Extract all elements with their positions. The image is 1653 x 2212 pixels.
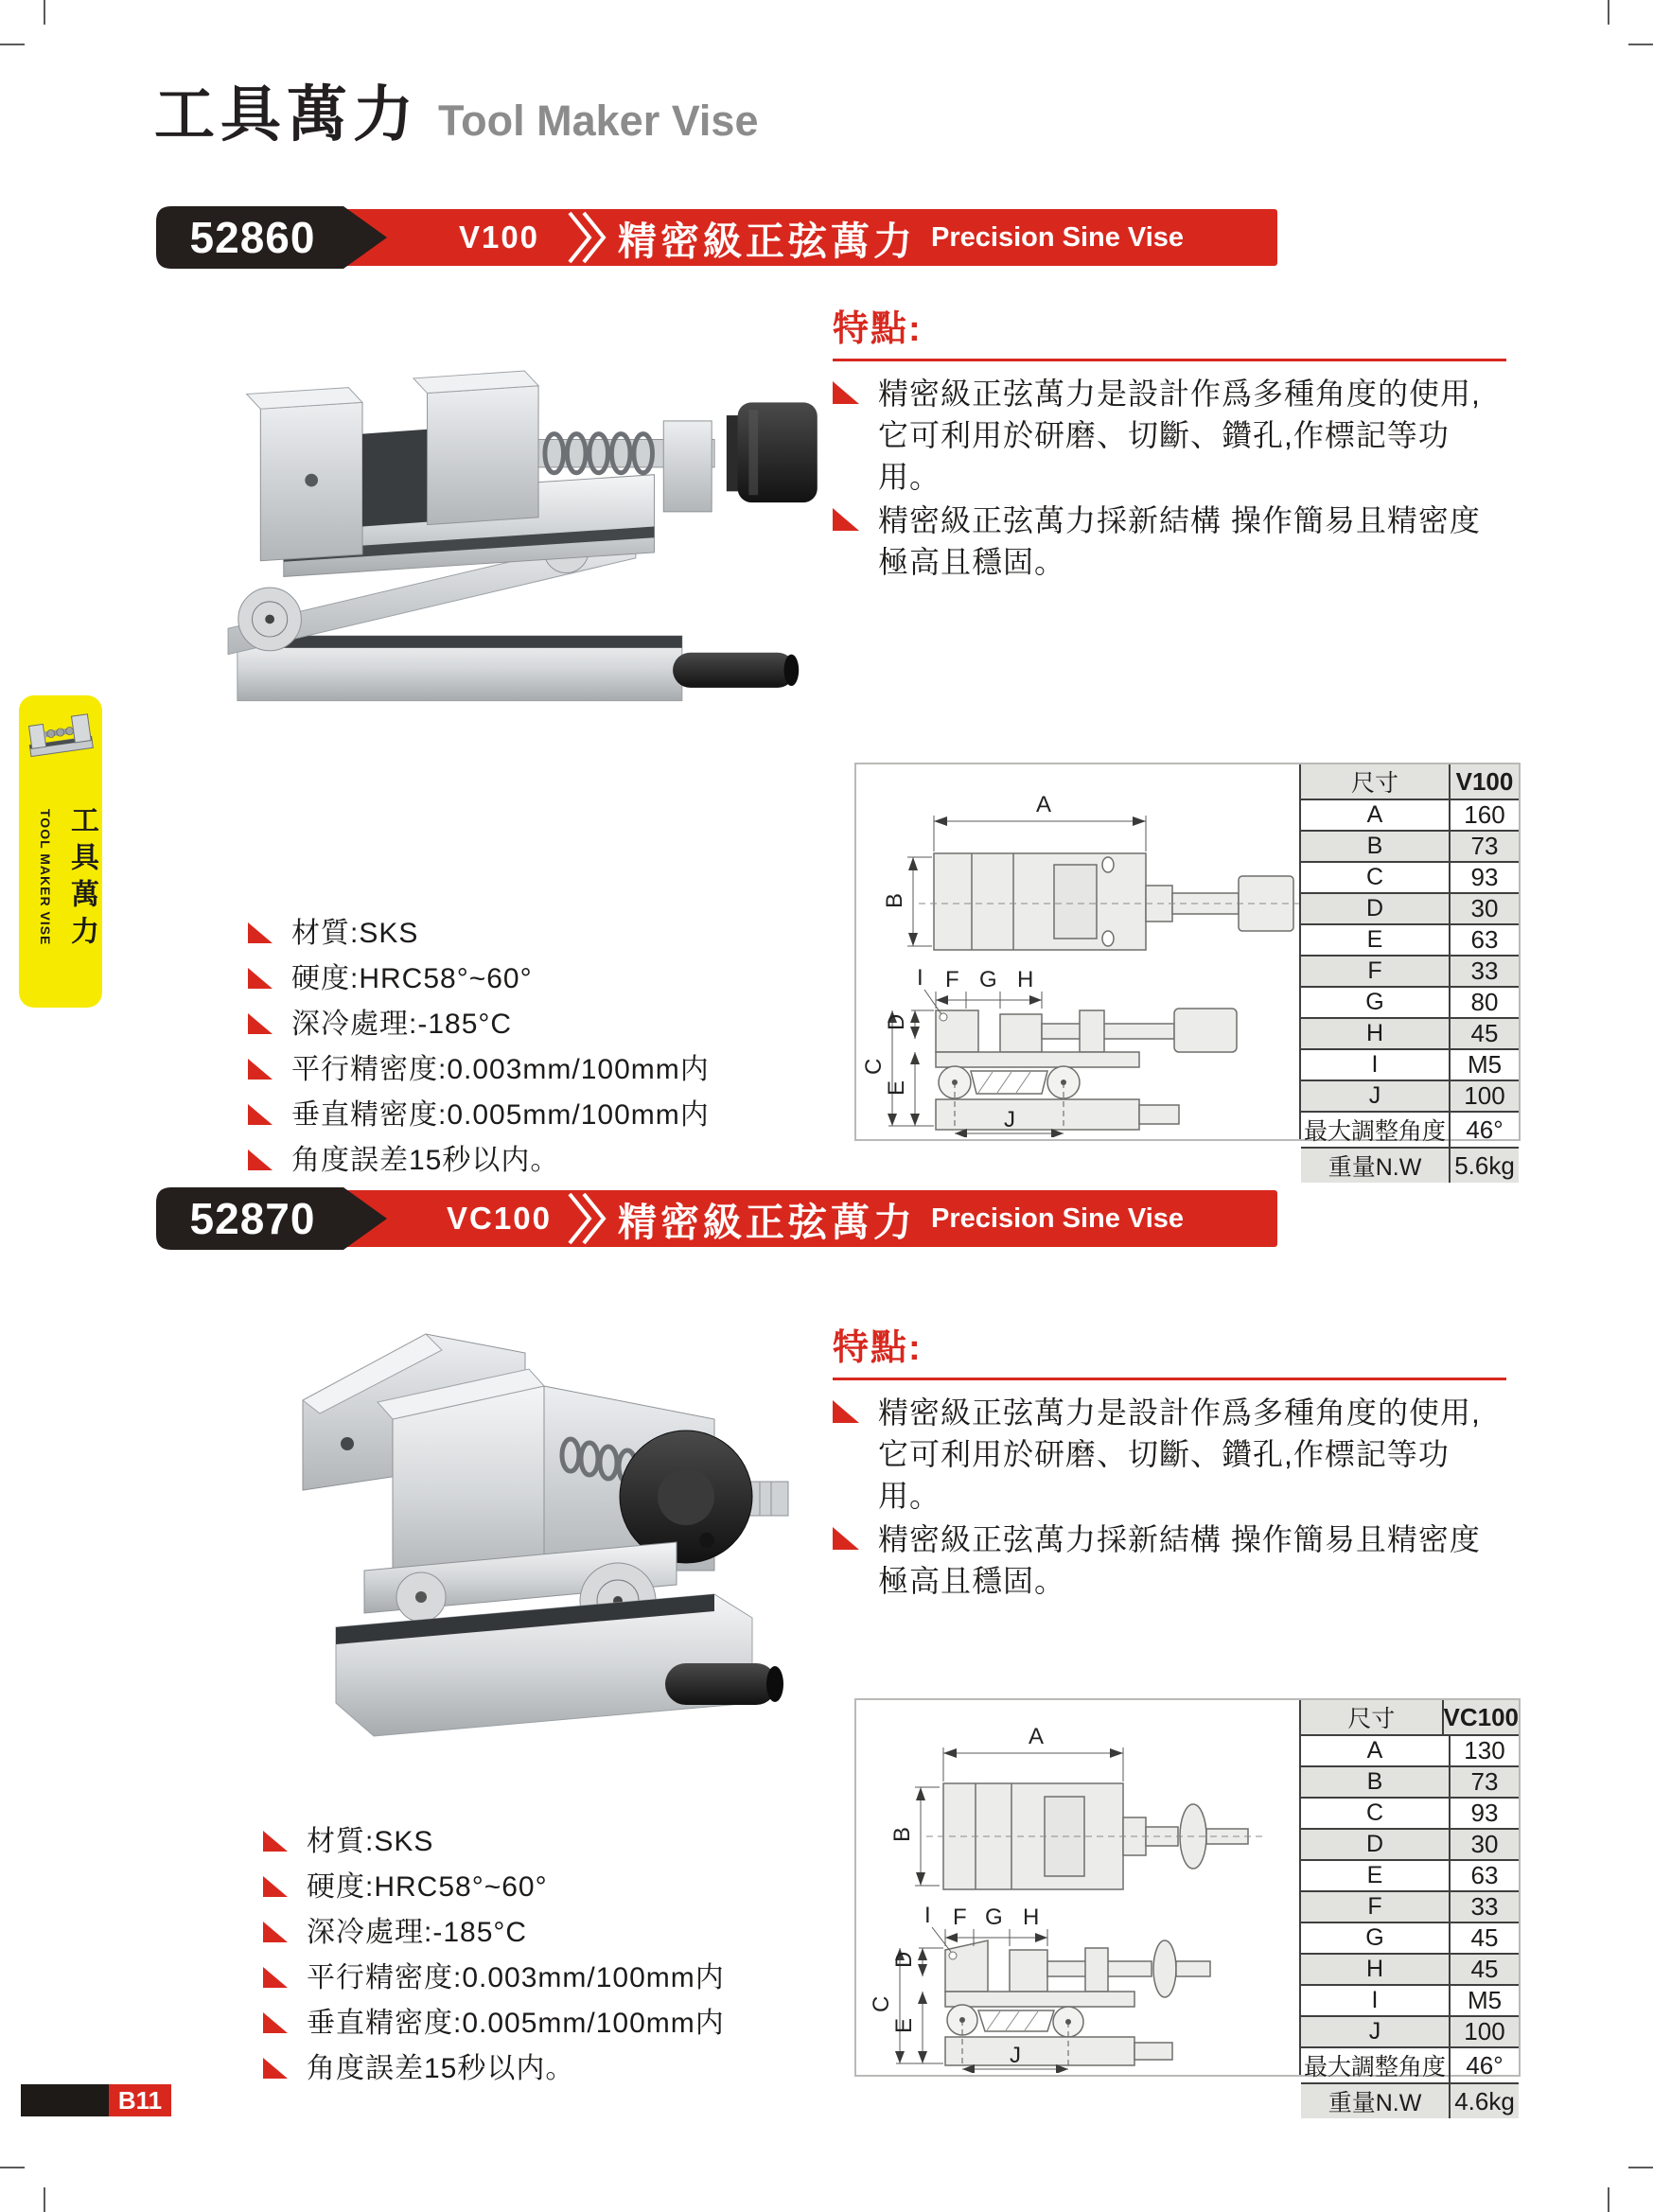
product-model: VC100 <box>447 1201 552 1236</box>
spec-text: 平行精密度:0.003mm/100mm内 <box>307 1962 725 1993</box>
table-cell-label: H <box>1301 1019 1451 1048</box>
svg-text:E: E <box>891 2017 917 2033</box>
table-cell-value: 93 <box>1470 1799 1499 1827</box>
product-code: 52860 <box>189 213 316 262</box>
table-row <box>1301 1048 1519 1080</box>
table-cell-value: 93 <box>1470 863 1499 891</box>
table-cell-value: 45 <box>1470 1923 1499 1952</box>
table-cell-label: J <box>1301 2017 1451 2046</box>
spec-item <box>263 1870 869 1905</box>
features-section <box>833 1318 1506 1604</box>
svg-text:H: H <box>1017 967 1034 992</box>
table-cell-value: 30 <box>1470 894 1499 922</box>
vise-body <box>247 371 655 576</box>
table-cell-value: 63 <box>1470 1861 1499 1889</box>
table-cell-value: 5.6kg <box>1454 1150 1515 1180</box>
crop-mark <box>1608 0 1609 25</box>
table-row <box>1301 923 1519 955</box>
table-header-model: VC100 <box>1443 1702 1519 1731</box>
table-row <box>1301 1859 1519 1890</box>
svg-text:A: A <box>1029 1724 1045 1749</box>
product-names <box>618 206 1184 269</box>
svg-text:G: G <box>979 967 997 992</box>
svg-text:I: I <box>924 1903 931 1928</box>
product-names <box>618 1187 1184 1250</box>
spec-item <box>263 2006 869 2042</box>
triangle-bullet-icon <box>833 381 859 404</box>
feature-item <box>833 1519 1506 1602</box>
table-header-row <box>1301 1700 1519 1734</box>
crop-mark <box>0 2167 25 2168</box>
table-cell-value: M5 <box>1467 1050 1503 1079</box>
crop-mark <box>1628 44 1653 45</box>
dimension-panel-vc100 <box>854 1698 1521 2116</box>
feature-text: 精密級正弦萬力採新結構 操作簡易且精密度極高且穩固。 <box>878 503 1481 579</box>
table-row <box>1301 1080 1519 1111</box>
crop-mark <box>44 2187 45 2212</box>
technical-drawing <box>860 1702 1301 2073</box>
table-row <box>1301 1147 1519 1183</box>
triangle-bullet-icon <box>263 1922 288 1942</box>
spec-item <box>263 1915 869 1951</box>
table-row <box>1301 799 1519 830</box>
table-cell-value: 130 <box>1464 1736 1505 1764</box>
table-cell-value: 73 <box>1470 832 1499 860</box>
spec-item <box>263 2051 869 2087</box>
table-header-row <box>1301 764 1519 799</box>
crop-mark <box>0 44 25 45</box>
feature-text: 精密級正弦萬力是設計作爲多種角度的使用,它可利用於研磨、切斷、鑽孔,作標記等功用。 <box>878 377 1481 494</box>
product-name-en: Precision Sine Vise <box>931 1203 1185 1234</box>
table-cell-label: E <box>1301 925 1451 955</box>
spec-text: 平行精密度:0.003mm/100mm内 <box>291 1054 710 1085</box>
table-row <box>1301 1922 1519 1953</box>
table-cell-value: 46° <box>1466 1115 1504 1144</box>
table-cell-value: 100 <box>1464 2017 1505 2045</box>
spec-text: 材質:SKS <box>291 918 419 949</box>
triangle-bullet-icon <box>833 1400 859 1423</box>
spec-text: 深冷處理:-185°C <box>291 1009 513 1040</box>
dimension-table-v100 <box>1299 764 1519 1181</box>
page-number-label: B11 <box>109 2084 171 2116</box>
table-header-dim: 尺寸 <box>1301 1700 1444 1734</box>
spec-item <box>248 961 853 997</box>
triangle-bullet-icon <box>248 922 273 943</box>
table-row <box>1301 1797 1519 1828</box>
features-rule <box>833 359 1506 361</box>
sidebar-label-en: TOOL MAKER VISE <box>38 809 53 946</box>
triangle-bullet-icon <box>263 1831 288 1852</box>
spec-text: 垂直精密度:0.005mm/100mm内 <box>291 1099 710 1131</box>
dimension-panel-v100 <box>854 763 1521 1181</box>
product-banner-52860 <box>156 206 1277 269</box>
spec-text: 硬度:HRC58°~60° <box>307 1871 548 1903</box>
table-row <box>1301 1765 1519 1797</box>
table-cell-label: I <box>1301 1050 1451 1080</box>
table-row <box>1301 955 1519 986</box>
table-row <box>1301 2015 1519 2046</box>
sidebar-tab-tool-maker-vise <box>19 695 102 1008</box>
table-cell-value: 33 <box>1470 957 1499 985</box>
svg-text:C: C <box>869 1995 894 2012</box>
features-section <box>833 299 1506 585</box>
table-cell-label: A <box>1301 1736 1451 1765</box>
spec-text: 垂直精密度:0.005mm/100mm内 <box>307 2008 725 2039</box>
features-rule <box>833 1378 1506 1380</box>
triangle-bullet-icon <box>248 968 273 989</box>
mini-vise-icon <box>23 702 97 765</box>
table-cell-label: 重量N.W <box>1301 2084 1451 2118</box>
feature-item <box>833 500 1506 583</box>
spec-text: 角度誤差15秒以内。 <box>291 1145 560 1176</box>
triangle-bullet-icon <box>248 1150 273 1170</box>
page-title-en: Tool Maker Vise <box>438 97 759 145</box>
features-heading: 特點: <box>833 1328 923 1368</box>
table-row <box>1301 2082 1519 2118</box>
table-row <box>1301 1111 1519 1147</box>
svg-text:I: I <box>917 965 923 991</box>
table-cell-label: 重量N.W <box>1301 1149 1451 1183</box>
chevron-separator-icon <box>567 212 607 263</box>
table-cell-label: 最大調整角度 <box>1301 2048 1451 2082</box>
triangle-bullet-icon <box>248 1104 273 1125</box>
table-cell-label: B <box>1301 1767 1451 1797</box>
table-cell-label: J <box>1301 1081 1451 1111</box>
table-cell-label: I <box>1301 1986 1451 2015</box>
svg-text:E: E <box>884 1080 909 1096</box>
svg-text:F: F <box>953 1905 967 1930</box>
spec-list <box>263 1824 869 2097</box>
product-banner-52870 <box>156 1187 1277 1250</box>
page-title <box>154 66 758 153</box>
dimension-table-vc100 <box>1299 1700 1519 2116</box>
spec-text: 材質:SKS <box>307 1826 434 1857</box>
triangle-bullet-icon <box>263 2012 288 2033</box>
table-row <box>1301 986 1519 1017</box>
triangle-bullet-icon <box>833 1527 859 1550</box>
table-cell-value: 30 <box>1470 1830 1499 1858</box>
features-list <box>833 373 1506 583</box>
table-cell-value: 45 <box>1470 1955 1499 1983</box>
triangle-bullet-icon <box>833 508 859 531</box>
product-name-zh: 精密級正弦萬力 <box>618 219 916 263</box>
technical-drawing <box>860 766 1301 1137</box>
svg-text:D: D <box>891 1951 917 1968</box>
svg-text:G: G <box>985 1905 1003 1930</box>
table-row <box>1301 1734 1519 1765</box>
table-cell-value: 45 <box>1470 1019 1499 1047</box>
vise-base <box>336 1594 783 1736</box>
table-row <box>1301 892 1519 923</box>
spec-item <box>248 1143 853 1179</box>
triangle-bullet-icon <box>263 1967 288 1988</box>
table-cell-label: D <box>1301 894 1451 923</box>
svg-text:J: J <box>1004 1107 1015 1132</box>
table-cell-label: C <box>1301 1799 1451 1828</box>
table-cell-value: 63 <box>1470 925 1499 954</box>
crop-mark <box>44 0 45 25</box>
table-cell-value: 4.6kg <box>1454 2086 1515 2115</box>
table-cell-value: 33 <box>1470 1892 1499 1921</box>
svg-text:B: B <box>889 1826 915 1842</box>
sidebar-label-zh: 工具萬力 <box>66 805 97 953</box>
product-name-zh: 精密級正弦萬力 <box>618 1200 916 1244</box>
table-cell-value: 160 <box>1464 800 1505 829</box>
spec-text: 硬度:HRC58°~60° <box>291 963 533 994</box>
feature-text: 精密級正弦萬力採新結構 操作簡易且精密度極高且穩固。 <box>878 1522 1481 1598</box>
svg-text:C: C <box>861 1058 887 1075</box>
crop-mark <box>1628 2167 1653 2168</box>
table-row <box>1301 1828 1519 1859</box>
table-cell-label: C <box>1301 863 1451 892</box>
product-photo-v100 <box>170 284 823 729</box>
table-row <box>1301 861 1519 892</box>
page-title-zh: 工具萬力 <box>154 80 419 149</box>
svg-text:A: A <box>1036 792 1052 817</box>
table-cell-label: G <box>1301 988 1451 1017</box>
features-heading: 特點: <box>833 309 923 349</box>
spec-item <box>248 1052 853 1088</box>
triangle-bullet-icon <box>263 1876 288 1897</box>
table-row <box>1301 1984 1519 2015</box>
vise-base <box>237 636 799 701</box>
svg-text:F: F <box>945 967 959 992</box>
spec-item <box>263 1824 869 1860</box>
product-photo-vc100 <box>222 1258 790 1774</box>
triangle-bullet-icon <box>248 1059 273 1080</box>
table-cell-label: B <box>1301 832 1451 861</box>
chevron-separator-icon <box>567 1193 607 1244</box>
table-row <box>1301 2046 1519 2082</box>
spec-item <box>248 1097 853 1133</box>
table-cell-value: 73 <box>1470 1767 1499 1796</box>
table-row <box>1301 830 1519 861</box>
page-number-badge <box>21 2084 171 2116</box>
table-cell-value: 46° <box>1466 2050 1504 2080</box>
product-code: 52870 <box>189 1194 316 1243</box>
table-header-model: V100 <box>1455 766 1514 796</box>
table-cell-value: 100 <box>1464 1081 1505 1110</box>
svg-text:B: B <box>882 892 907 908</box>
spec-list <box>248 916 853 1188</box>
feature-item <box>833 373 1506 498</box>
triangle-bullet-icon <box>248 1013 273 1034</box>
table-cell-label: 最大調整角度 <box>1301 1113 1451 1147</box>
spec-item <box>263 1960 869 1996</box>
table-row <box>1301 1953 1519 1984</box>
table-cell-value: M5 <box>1467 1986 1503 2014</box>
feature-item <box>833 1392 1506 1517</box>
spec-item <box>248 916 853 952</box>
svg-text:H: H <box>1023 1905 1040 1930</box>
table-row <box>1301 1017 1519 1048</box>
table-row <box>1301 1890 1519 1922</box>
svg-text:J: J <box>1010 2043 1021 2068</box>
features-list <box>833 1392 1506 1602</box>
crop-mark <box>1608 2187 1609 2212</box>
spec-text: 角度誤差15秒以内。 <box>307 2053 575 2084</box>
table-header-dim: 尺寸 <box>1301 764 1451 799</box>
spec-text: 深冷處理:-185°C <box>307 1917 528 1948</box>
table-cell-label: F <box>1301 957 1451 986</box>
svg-text:D: D <box>884 1013 909 1030</box>
table-cell-label: G <box>1301 1923 1451 1953</box>
product-name-en: Precision Sine Vise <box>931 221 1185 253</box>
table-cell-label: D <box>1301 1830 1451 1859</box>
table-cell-label: F <box>1301 1892 1451 1922</box>
triangle-bullet-icon <box>263 2058 288 2079</box>
table-cell-label: A <box>1301 800 1451 830</box>
page-number-black-bar <box>21 2084 109 2116</box>
product-model: V100 <box>458 219 540 255</box>
table-cell-value: 80 <box>1470 988 1499 1016</box>
table-cell-label: E <box>1301 1861 1451 1890</box>
table-cell-label: H <box>1301 1955 1451 1984</box>
feature-text: 精密級正弦萬力是設計作爲多種角度的使用,它可利用於研磨、切斷、鑽孔,作標記等功用。 <box>878 1396 1481 1513</box>
spec-item <box>248 1007 853 1043</box>
